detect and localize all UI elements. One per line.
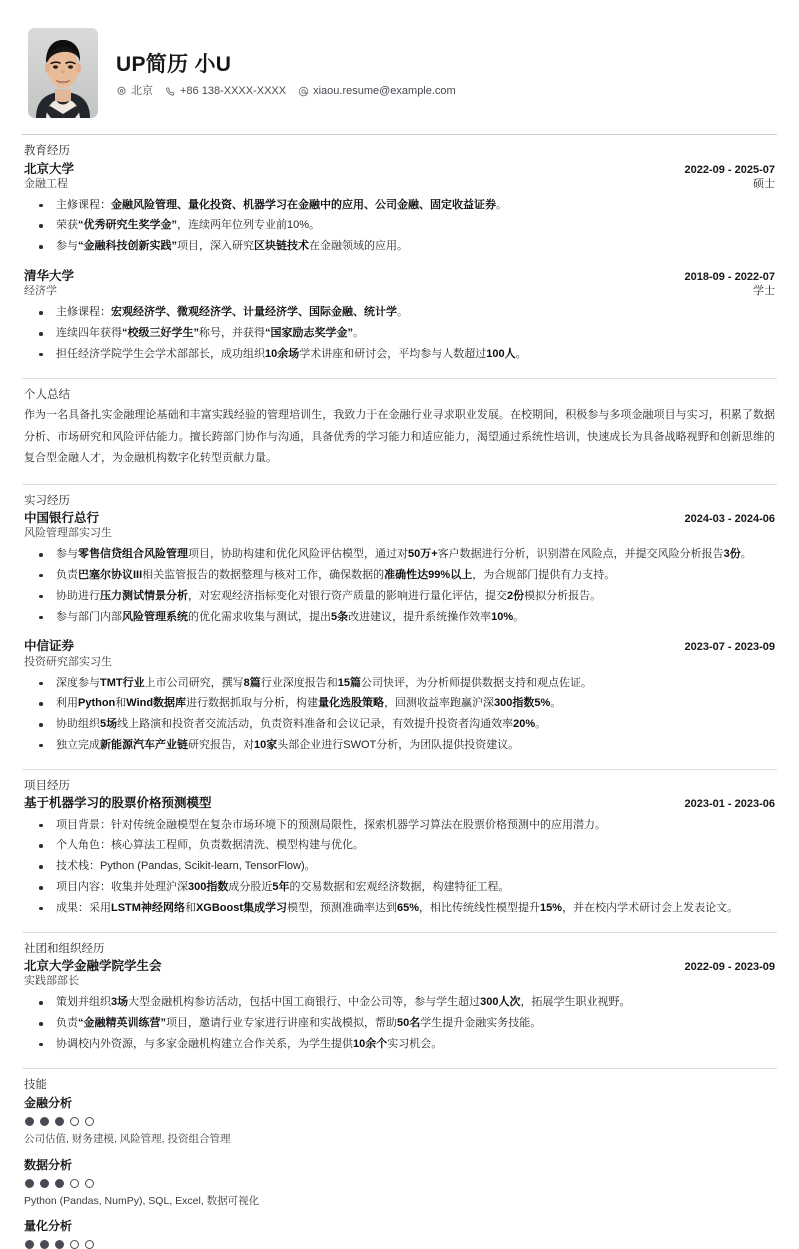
- entry-bullet-list: [24, 994, 775, 1053]
- person-name: UP简历 小U: [116, 53, 232, 77]
- entry-bullet-list: [24, 675, 775, 755]
- resume-header: [22, 26, 777, 120]
- skill-level-rating: [25, 1240, 775, 1249]
- entry-organization: 北京大学: [24, 161, 75, 176]
- entry-degree: 硕士: [753, 177, 775, 190]
- entry-role: 经济学: [24, 285, 57, 298]
- section-title-projects: 项目经历: [24, 779, 70, 792]
- bullet-item: 参与部门内部风险管理系统的优化需求收集与测试，提出5条改进建议，提升系统操作效率10%。: [24, 609, 775, 627]
- bullet-item: 协助组织5场线上路演和投资者交流活动，负责资料准备和会议记录，有效提升投资者沟通效率20%。: [24, 716, 775, 734]
- bullet-item: 独立完成新能源汽车产业链研究报告，对10家头部企业进行SWOT分析，为团队提供投资建议。: [24, 737, 775, 755]
- organization-entries: [24, 958, 775, 1054]
- entry-organization: 基于机器学习的股票价格预测模型: [24, 796, 212, 811]
- entry-role: 实践部部长: [24, 975, 79, 988]
- entry-organization: 中国银行总行: [24, 511, 100, 526]
- entry-date: 2018-09 - 2022-07: [684, 271, 775, 284]
- bullet-item: 参与“金融科技创新实践”项目，深入研究区块链技术在金融领域的应用。: [24, 238, 775, 256]
- entry-header: [24, 795, 775, 811]
- skill-dot-filled: [40, 1179, 49, 1188]
- bullet-item: 技术栈：Python (Pandas, Scikit-learn, TensorFlow)。: [24, 858, 775, 876]
- entry-organization: 清华大学: [24, 269, 75, 284]
- identity-block: [116, 49, 456, 96]
- section-title-education: 教育经历: [24, 145, 70, 157]
- bullet-item: 荣获“优秀研究生奖学金”，连续两年位列专业前10%。: [24, 217, 775, 235]
- skill-dot-empty: [70, 1179, 79, 1188]
- entry-date: 2022-09 - 2025-07: [684, 163, 775, 176]
- entry-subheader: [24, 284, 775, 299]
- bullet-item: 项目内容：收集并处理沪深300指数成分股近5年的交易数据和宏观经济数据，构建特征工程。: [24, 879, 775, 897]
- entry-degree: 学士: [753, 285, 775, 298]
- bullet-item: 参与零售信贷组合风险管理项目，协助构建和优化风险评估模型，通过对50万+客户数据进行分析，识别潜在风险点，并提交风险分析报告3份。: [24, 546, 775, 564]
- contact-row: [116, 86, 456, 97]
- entry-date: 2023-01 - 2023-06: [684, 798, 775, 811]
- project-entries: [24, 795, 775, 917]
- divider-projects: [22, 769, 777, 770]
- entry-bullet-list: [24, 546, 775, 626]
- entry-date: 2022-09 - 2023-09: [684, 961, 775, 974]
- entry-bullet-list: [24, 197, 775, 256]
- skill-dot-empty: [85, 1179, 94, 1188]
- divider-organizations: [22, 932, 777, 933]
- entry-organization: 中信证券: [24, 639, 75, 654]
- skill-level-rating: [25, 1117, 775, 1126]
- entry-subheader: [24, 974, 775, 989]
- entry-role: 金融工程: [24, 177, 68, 190]
- divider-education: [22, 134, 777, 135]
- experience-entry: [24, 161, 775, 257]
- skill-dot-filled: [25, 1179, 34, 1188]
- entry-role: 投资研究部实习生: [24, 655, 112, 668]
- location-icon: [116, 86, 127, 97]
- bullet-item: 成果：采用LSTM神经网络和XGBoost集成学习模型，预测准确率达到65%，相比传统线性模型提升15%，并在校内学术研讨会上发表论文。: [24, 900, 775, 918]
- entry-organization: 北京大学金融学院学生会: [24, 959, 162, 974]
- entry-header: [24, 268, 775, 284]
- bullet-item: 协助进行压力测试情景分析，对宏观经济指标变化对银行资产质量的影响进行量化评估，提交2份模拟分析报告。: [24, 588, 775, 606]
- skill-list: [24, 1095, 775, 1249]
- skill-block: [24, 1218, 775, 1249]
- entry-header: [24, 510, 775, 526]
- bullet-item: 个人角色：核心算法工程师，负责数据清洗、模型构建与优化。: [24, 837, 775, 855]
- skill-dot-filled: [55, 1240, 64, 1249]
- entry-header: [24, 638, 775, 654]
- avatar-photo: [28, 28, 98, 118]
- bullet-item: 主修课程：宏观经济学、微观经济学、计量经济学、国际金融、统计学。: [24, 304, 775, 322]
- entry-subheader: [24, 526, 775, 541]
- skill-dot-filled: [40, 1240, 49, 1249]
- bullet-item: 深度参与TMT行业上市公司研究，撰写8篇行业深度报告和15篇公司快评，为分析师提供数据支持和观点佐证。: [24, 675, 775, 693]
- entry-date: 2024-03 - 2024-06: [684, 513, 775, 526]
- skill-dot-filled: [25, 1117, 34, 1126]
- bullet-item: 连续四年获得“校级三好学生”称号，并获得“国家励志奖学金”。: [24, 325, 775, 343]
- internship-entries: [24, 510, 775, 755]
- contact-email-text: xiaou.resume@example.com: [313, 84, 456, 97]
- section-title-organizations: 社团和组织经历: [24, 942, 105, 955]
- skill-name: 量化分析: [24, 1219, 73, 1234]
- contact-email: [298, 86, 456, 97]
- skill-level-rating: [25, 1179, 775, 1188]
- section-skills: [22, 1078, 777, 1249]
- bullet-item: 负责巴塞尔协议III相关监管报告的数据整理与核对工作，确保数据的准确性达99%以上，为合规部门提供有力支持。: [24, 567, 775, 585]
- skill-dot-empty: [85, 1117, 94, 1126]
- contact-phone: [165, 86, 286, 97]
- skill-dot-filled: [40, 1117, 49, 1126]
- entry-header: [24, 958, 775, 974]
- entry-date: 2023-07 - 2023-09: [684, 641, 775, 654]
- divider-summary: [22, 378, 777, 379]
- section-education: [22, 144, 777, 364]
- entry-bullet-list: [24, 304, 775, 363]
- skill-block: [24, 1157, 775, 1210]
- education-entries: [24, 161, 775, 364]
- skill-dot-empty: [70, 1240, 79, 1249]
- skill-block: [24, 1095, 775, 1148]
- skill-description: Python (Pandas, NumPy), SQL, Excel, 数据可视化: [24, 1194, 260, 1207]
- section-title-summary: 个人总结: [24, 388, 70, 401]
- skill-name: 金融分析: [24, 1096, 73, 1111]
- bullet-item: 利用Python和Wind数据库进行数据抓取与分析，构建量化选股策略，回测收益率跑赢沪深300指数5%。: [24, 695, 775, 713]
- entry-header: [24, 161, 775, 177]
- section-title-skills: 技能: [24, 1078, 47, 1091]
- entry-subheader: [24, 177, 775, 192]
- skill-dot-filled: [25, 1240, 34, 1249]
- skill-dot-filled: [55, 1179, 64, 1188]
- entry-role: 风险管理部实习生: [24, 527, 112, 540]
- section-internship: [22, 494, 777, 755]
- experience-entry: [24, 795, 775, 917]
- skill-description: 公司估值, 财务建模, 风险管理, 投资组合管理: [24, 1133, 231, 1146]
- skill-dot-filled: [55, 1117, 64, 1126]
- bullet-item: 策划并组织3场大型金融机构参访活动，包括中国工商银行、中金公司等，参与学生超过300人次，拓展学生职业视野。: [24, 994, 775, 1012]
- section-summary: [22, 388, 777, 470]
- bullet-item: 负责“金融精英训练营”项目，邀请行业专家进行讲座和实战模拟，帮助50名学生提升金融实务技能。: [24, 1015, 775, 1033]
- experience-entry: [24, 510, 775, 626]
- entry-bullet-list: [24, 817, 775, 918]
- experience-entry: [24, 958, 775, 1054]
- skill-dot-empty: [85, 1240, 94, 1249]
- summary-text: 作为一名具备扎实金融理论基础和丰富实践经验的管理培训生，我致力于在金融行业寻求职业发展。在校期间，积极参与多项金融项目与实习，积累了数据分析、市场研究和风险评估能力。擅长跨部门协作与沟通，具备优秀的学习能力和适应能力，渴望通过系统性培训，快速成长为具备战略视野和创新思维的复合型金融人才，为金融机构数字化转型贡献力量。: [24, 409, 775, 465]
- email-icon: [298, 86, 309, 97]
- section-organizations: [22, 942, 777, 1054]
- bullet-item: 担任经济学院学生会学术部部长，成功组织10余场学术讲座和研讨会，平均参与人数超过100人。: [24, 346, 775, 364]
- contact-location-text: 北京: [131, 84, 153, 97]
- bullet-item: 主修课程：金融风险管理、量化投资、机器学习在金融中的应用、公司金融、固定收益证券。: [24, 197, 775, 215]
- divider-internship: [22, 484, 777, 485]
- skill-dot-empty: [70, 1117, 79, 1126]
- bullet-item: 协调校内外资源，与多家金融机构建立合作关系，为学生提供10余个实习机会。: [24, 1036, 775, 1054]
- experience-entry: [24, 268, 775, 364]
- divider-skills: [22, 1068, 777, 1069]
- contact-phone-text: +86 138-XXXX-XXXX: [180, 84, 287, 97]
- bullet-item: 项目背景：针对传统金融模型在复杂市场环境下的预测局限性，探索机器学习算法在股票价格预测中的应用潜力。: [24, 817, 775, 835]
- section-projects: [22, 779, 777, 918]
- contact-location: [116, 86, 153, 97]
- section-title-internship: 实习经历: [24, 494, 70, 507]
- entry-subheader: [24, 655, 775, 670]
- phone-icon: [165, 86, 176, 97]
- experience-entry: [24, 638, 775, 754]
- skill-name: 数据分析: [24, 1157, 73, 1172]
